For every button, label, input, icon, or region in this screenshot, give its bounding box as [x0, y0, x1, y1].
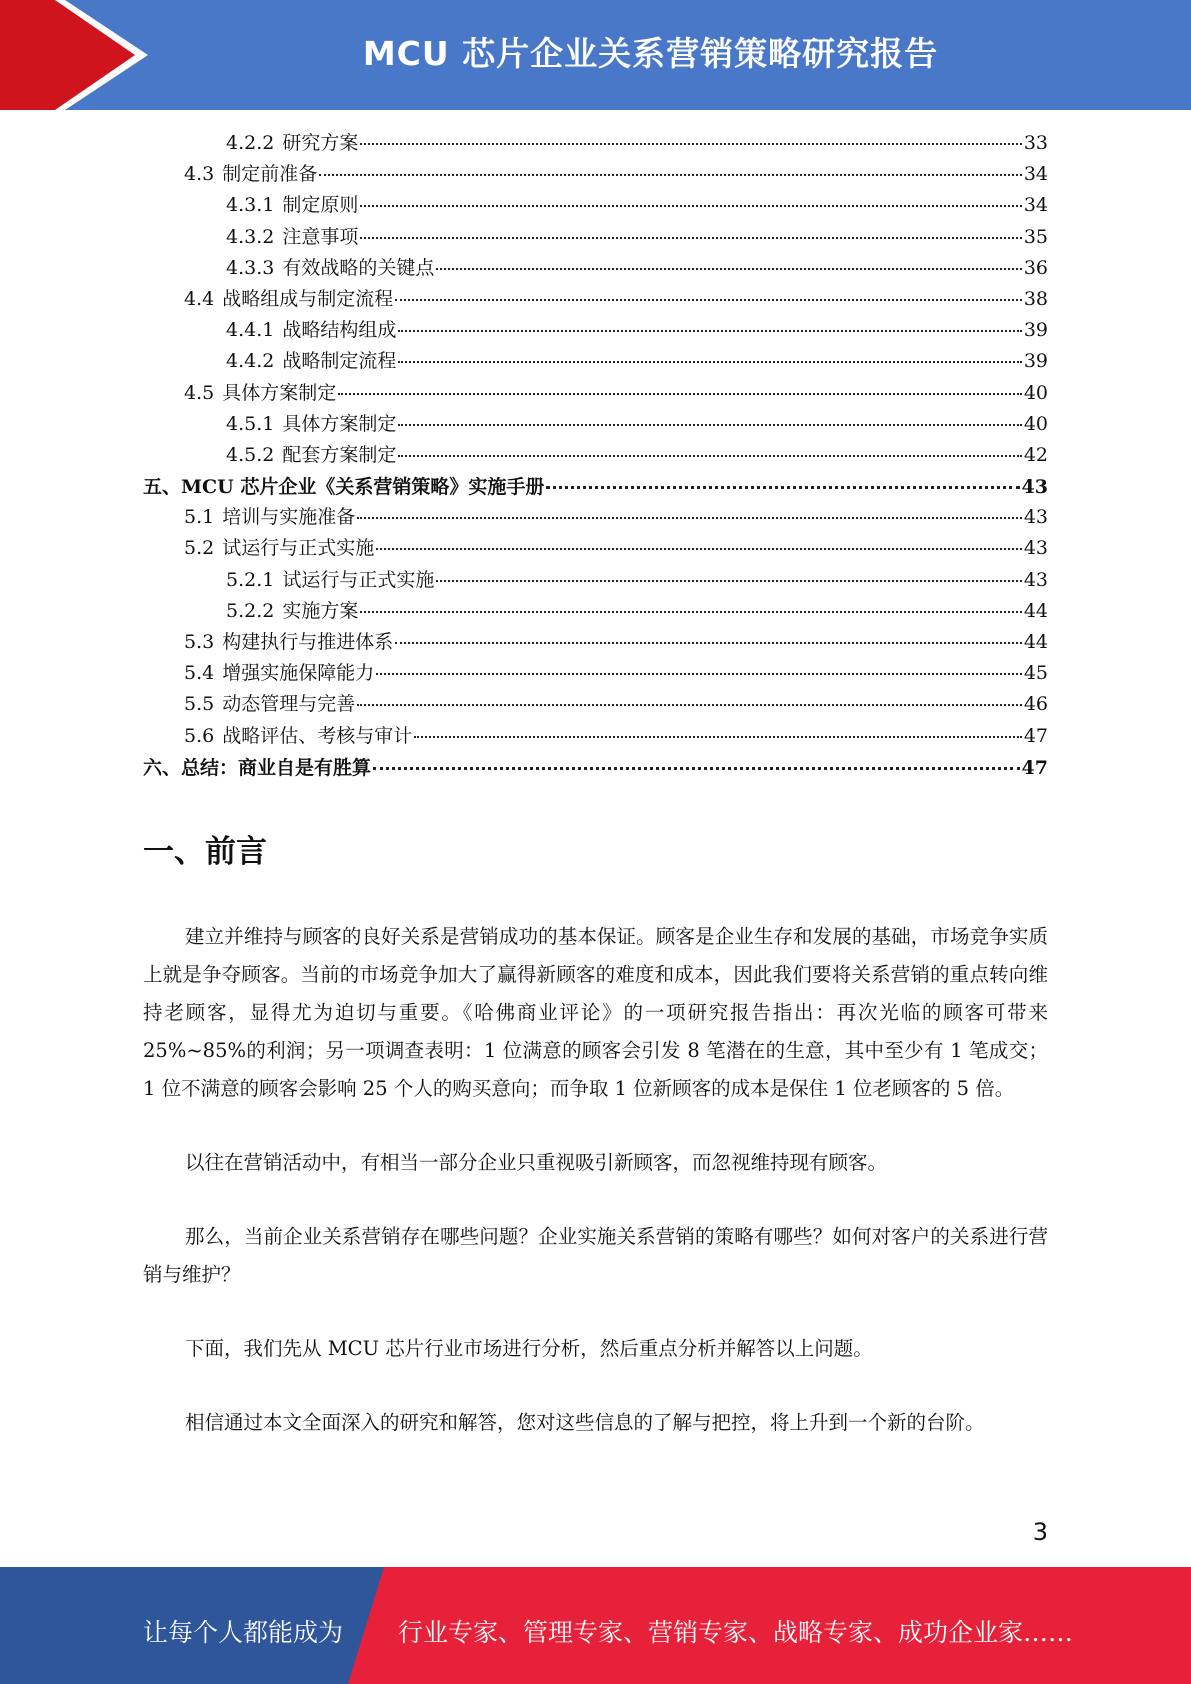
paragraph: 那么，当前企业关系营销存在哪些问题？企业实施关系营销的策略有哪些？如何对客户的关系进行营销与维护？ — [143, 1225, 1048, 1286]
toc-entry-page: 34 — [1023, 194, 1048, 217]
toc-dot-leader — [319, 155, 1022, 176]
toc-dot-leader — [360, 218, 1021, 239]
toc-entry-label: 培训与实施准备 — [222, 506, 356, 529]
toc-dot-leader — [395, 623, 1022, 644]
toc-entry-page: 43 — [1021, 476, 1048, 499]
toc-entry-label: 试运行与正式实施 — [222, 537, 375, 560]
report-title: MCU 芯片企业关系营销策略研究报告 — [362, 34, 939, 73]
toc-entry-page: 40 — [1023, 412, 1048, 435]
toc-entry-label: 制定原则 — [282, 194, 359, 217]
toc-dot-leader — [360, 592, 1021, 613]
paragraph: 建立并维持与顾客的良好关系是营销成功的基本保证。顾客是企业生存和发展的基础，市场竞争实质上就是争夺顾客。当前的市场竞争加大了赢得新顾客的难度和成本，因此我们要将关系营销的重点转向维持老顾客，显得尤为迫切与重要。《哈佛商业评论》的一项研究报告指出：再次光临的顾客可带来 25%~85%的利润；另一项调查表明：1 位满意的顾客会引发 8 笔潜在的生意，其中至少有 1 笔成交；1 位不满意的顾客会影响 25 个人的购买意向；而争取 1 位新顾客的成本是保住 1 位老顾客的 5 倍。 — [143, 925, 1048, 1100]
toc-entry-number: 4.5 — [184, 381, 215, 404]
toc-entry-number: 4.2.2 — [226, 132, 275, 154]
toc-entry-label: 战略结构组成 — [282, 319, 397, 342]
toc-dot-leader — [373, 748, 1020, 770]
toc-entry-number: 5.3 — [184, 631, 215, 653]
toc-entry-number: 4.4 — [184, 287, 215, 310]
toc-entry-label: 研究方案 — [282, 132, 359, 154]
toc-entry-page: 43 — [1023, 537, 1048, 560]
toc-entry-label: 试运行与正式实施 — [282, 568, 435, 591]
toc-entry-label: 有效战略的关键点 — [282, 256, 435, 279]
toc-entry-page: 40 — [1023, 381, 1048, 404]
toc-entry-label: 战略组成与制定流程 — [222, 287, 394, 310]
toc-entry-number: 4.3 — [184, 163, 215, 186]
toc-dot-leader — [398, 436, 1021, 457]
toc-entry-page: 39 — [1023, 350, 1048, 373]
toc-dot-leader — [360, 186, 1021, 207]
toc-entry-label: 具体方案制定 — [282, 412, 397, 435]
toc-dot-leader — [338, 374, 1022, 395]
toc-entry-label: 制定前准备 — [222, 163, 318, 186]
toc-entry-page: 42 — [1023, 443, 1048, 466]
toc-entry-number: 4.4.1 — [226, 319, 275, 342]
toc-entry-number: 5.2.2 — [226, 599, 275, 622]
toc-entry[interactable] — [143, 752, 1048, 783]
toc-entry-number: 5.2.1 — [226, 568, 275, 591]
page-header — [0, 0, 1191, 110]
toc-entry-label: 动态管理与完善 — [222, 693, 356, 716]
toc-entry-label: 增强实施保障能力 — [222, 662, 375, 685]
header-arrow-icon — [0, 0, 150, 110]
toc-dot-leader — [436, 249, 1021, 270]
toc-entry-page: 45 — [1023, 662, 1048, 685]
toc-entry-label: 构建执行与推进体系 — [222, 631, 394, 653]
section-body — [143, 918, 1048, 1442]
toc-entry-page: 36 — [1023, 256, 1048, 279]
toc-entry-number: 5.4 — [184, 662, 215, 685]
toc-entry-page: 47 — [1021, 756, 1048, 779]
toc-entry-number: 4.5.1 — [226, 412, 275, 435]
toc-dot-leader — [398, 311, 1021, 332]
toc-dot-leader — [398, 405, 1021, 426]
paragraph: 相信通过本文全面深入的研究和解答，您对这些信息的了解与把控，将上升到一个新的台阶。 — [185, 1411, 985, 1434]
toc-entry-label: 战略制定流程 — [282, 350, 397, 373]
toc-dot-leader — [357, 685, 1022, 706]
toc-dot-leader — [360, 124, 1021, 145]
toc-entry-page: 44 — [1023, 599, 1048, 622]
toc-entry-number: 4.5.2 — [226, 443, 275, 466]
toc-entry-label: 战略评估、考核与审计 — [222, 724, 413, 747]
footer-slogan-left: 让每个人都能成为 — [143, 1618, 344, 1647]
toc-entry-page: 43 — [1023, 568, 1048, 591]
toc-entry-label: 具体方案制定 — [222, 381, 337, 404]
toc-dot-leader — [357, 498, 1022, 519]
toc-entry-label: 实施方案 — [282, 599, 359, 622]
toc-entry-page: 47 — [1023, 724, 1048, 747]
toc-entry-label: 注意事项 — [282, 225, 359, 248]
toc-entry-page: 43 — [1023, 506, 1048, 529]
toc-entry-page: 33 — [1023, 132, 1048, 154]
toc-entry-number: 5.5 — [184, 693, 215, 716]
toc-dot-leader — [436, 561, 1021, 582]
toc-entry-page: 38 — [1023, 287, 1048, 310]
toc-entry-number: 4.3.2 — [226, 225, 275, 248]
page-number: 3 — [1032, 1518, 1048, 1546]
footer-slogan-right: 行业专家、管理专家、营销专家、战略专家、成功企业家…… — [398, 1618, 1074, 1647]
toc-dot-leader — [376, 654, 1022, 675]
toc-entry-page: 35 — [1023, 225, 1048, 248]
paragraph: 下面，我们先从 MCU 芯片行业市场进行分析，然后重点分析并解答以上问题。 — [185, 1337, 873, 1360]
toc-entry-number: 5.1 — [184, 506, 215, 529]
page-footer — [0, 1567, 1191, 1684]
toc-entry-number: 4.3.1 — [226, 194, 275, 217]
toc-entry-page: 44 — [1023, 631, 1048, 653]
toc-entry-label: 配套方案制定 — [282, 443, 397, 466]
toc-entry-page: 46 — [1023, 693, 1048, 716]
toc-entry-label: 六、总结：商业自是有胜算 — [143, 756, 372, 779]
toc-dot-leader — [398, 342, 1021, 363]
toc-dot-leader — [395, 280, 1022, 301]
toc-entry-number: 5.2 — [184, 537, 215, 560]
toc-entry-number: 4.3.3 — [226, 256, 275, 279]
toc-dot-leader — [414, 717, 1022, 738]
section-heading: 一、前言 — [143, 834, 267, 870]
toc-entry-label: 五、MCU 芯片企业《关系营销策略》实施手册 — [143, 476, 545, 499]
toc-entry-page: 39 — [1023, 319, 1048, 342]
toc-dot-leader — [376, 529, 1022, 550]
table-of-contents — [143, 128, 1048, 783]
paragraph: 以往在营销活动中，有相当一部分企业只重视吸引新顾客，而忽视维持现有顾客。 — [185, 1151, 888, 1174]
toc-entry-page: 34 — [1023, 163, 1048, 186]
toc-entry-number: 4.4.2 — [226, 350, 275, 373]
toc-entry-number: 5.6 — [184, 724, 215, 747]
toc-dot-leader — [546, 467, 1019, 489]
